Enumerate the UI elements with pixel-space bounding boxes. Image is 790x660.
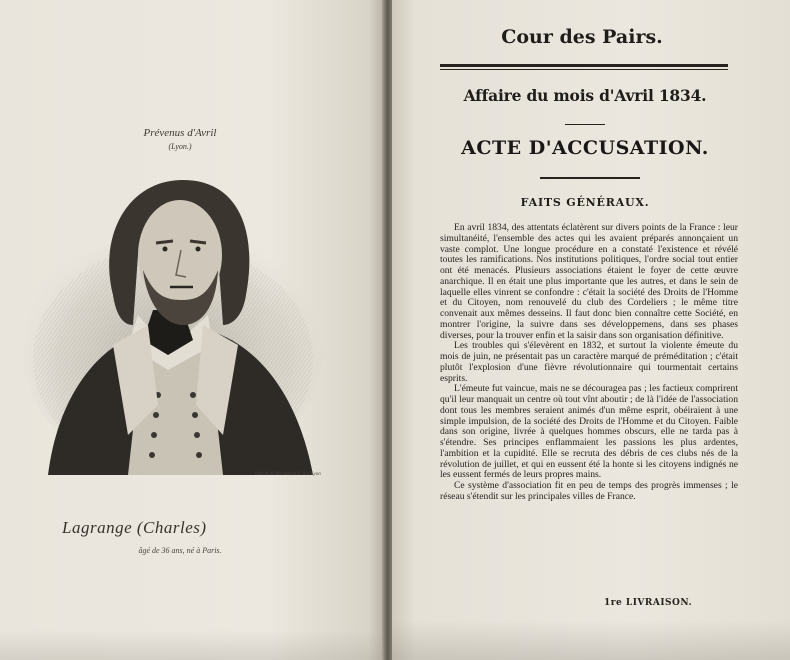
livraison-mark: 1re LIVRAISON. <box>604 598 693 608</box>
portrait-lithograph <box>18 175 328 475</box>
left-page-shadow <box>0 630 384 660</box>
paragraph: Ce système d'association fit en peu de temps des progrès immenses ; le réseau s'étendit sur les principales villes de France. <box>440 480 738 502</box>
plate-caption-subtitle: (Lyon.) <box>168 142 192 151</box>
engraver-credit: Lith de H Bernard et C.ie a Lyon <box>255 472 321 477</box>
header-rule-thin <box>440 69 728 70</box>
plate-caption-title: Prévenus d'Avril <box>143 127 217 139</box>
paragraph: En avril 1834, des attentats éclatèrent sur divers points de la France : leur simultanéité, l'ensemble des actes qui les avaient préparés annonçaient un vaste complot. Une longue procédure en a constaté l'existence et révélé toutes les ramifications. Nos institutions politiques, l'ordre social tout entier ont été menacés. Plusieurs associations étaient le foyer de cette œuvre anarchique. Il en était une plus importante que les autres, et dans le sein de laquelle elles vinrent se confondre : c'était la société des Droits de l'Homme et du Citoyen, nom renouvelé du club des Cordeliers ; le même titre convenait aux mêmes desseins. Il faut donc bien connaître cette Société, en montrer l'origine, la suivre dans ses développemens, dans ses phases diverses, pour la trouver enfin et la saisir dans son organisation définitive. <box>440 222 738 341</box>
main-title: ACTE D'ACCUSATION. <box>461 137 709 159</box>
paragraph: L'émeute fut vaincue, mais ne se découragea pas ; les factieux comprirent qu'il leur manquait un centre où tout vînt aboutir ; de là l'idée de l'association dont tous les membres seraient animés d'un même esprit, obéiraient à une simple impulsion, de la société des Droits de l'Homme et du Citoyen. Faible dans son origine, livrée à quelques hommes obscurs, elle ne tarda pas à s'étendre. Ses principes enflammaient les passions les plus ardentes, l'ambition et la cupidité. Elle se recruta des débris de ces clubs nés de la révolution de juillet, et qui en eussent été la honte si les citoyens indignés ne les eussent fermés de leurs propres mains. <box>440 383 738 481</box>
header-rule-thick <box>440 64 728 67</box>
court-title: Cour des Pairs. <box>501 26 663 48</box>
section-title: FAITS GÉNÉRAUX. <box>520 196 650 209</box>
short-rule <box>565 124 605 125</box>
title-rule <box>540 177 640 179</box>
portrait-subcaption: âgé de 36 ans, né à Paris. <box>138 546 222 555</box>
right-page-shadow <box>392 620 790 660</box>
plate-caption <box>120 127 240 153</box>
portrait-signature: Lagrange (Charles) <box>62 518 207 537</box>
body-text <box>440 223 738 503</box>
paragraph: Les troubles qui s'élevèrent en 1832, et surtout la violente émeute du mois de juin, ne présentait pas un caractère marqué de préméditation ; c'était plutôt l'explosion d'une fièvre révolutionnaire qui tourmentait certains esprits. <box>440 340 738 384</box>
affair-title: Affaire du mois d'Avril 1834. <box>463 86 707 105</box>
